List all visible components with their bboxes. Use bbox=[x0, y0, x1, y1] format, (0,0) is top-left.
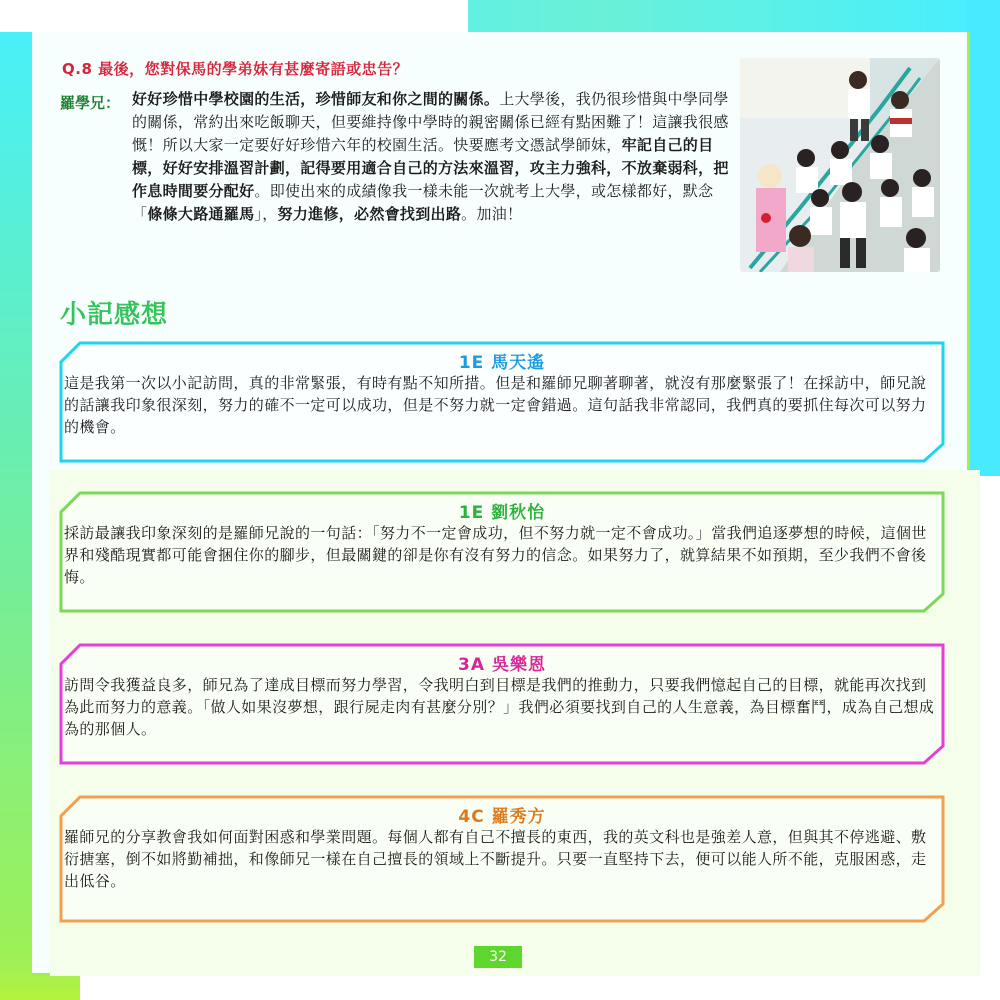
answer-part: 牢記自己的目標，好好安排溫習計劃，記得要用適合自己的方法來溫習，攻主力強科，不放棄弱科，把作息時間要分配好 bbox=[132, 136, 729, 200]
answer-part: 」， bbox=[254, 205, 278, 223]
answer-text bbox=[132, 88, 732, 226]
bottom-margin bbox=[0, 976, 1000, 1000]
answer-part: 。即使出來的成績像我一樣未能一次就考上大學，或怎樣都好，默念「 bbox=[132, 182, 714, 223]
card-author: 1E 馬天遙 bbox=[458, 353, 546, 373]
page-number: 32 bbox=[474, 946, 522, 968]
answer-part: 努力進修，必然會找到出路 bbox=[277, 205, 462, 223]
right-cyan-strip bbox=[966, 0, 1000, 476]
top-white-block bbox=[0, 0, 468, 32]
group-photo-illustration bbox=[740, 58, 940, 272]
reflection-card bbox=[58, 642, 946, 762]
left-gradient-strip bbox=[0, 0, 34, 1000]
card-text: 這是我第一次以小記訪問，真的非常緊張，有時有點不知所措。但是和羅師兄聊著聊著，就沒有那麼緊張了！在採訪中，師兄說的話讓我印象很深刻，努力的確不一定可以成功，但是不努力就一定會錯過。這句話我非常認同，我們真的要抓住每次可以努力的機會。 bbox=[64, 374, 927, 436]
answer-part: 上大學後，我仍很珍惜與中學同學的關係，常約出來吃飯聊天，但要維持像中學時的親密關係已經有點困難了！這讓我很感慨！所以大家一定要好好珍惜六年的校園生活。快要應考文憑試學師妹， bbox=[132, 90, 729, 154]
card-author: 4C 羅秀方 bbox=[458, 807, 546, 827]
reflection-card bbox=[58, 490, 946, 610]
card-text: 羅師兄的分享教會我如何面對困惑和學業問題。每個人都有自己不擅長的東西，我的英文科也是強差人意，但與其不停逃避、敷衍搪塞，倒不如將勤補拙，和像師兄一樣在自己擅長的領域上不斷提升。只要一直堅持下去，便可以能人所不能，克服困惑，走出低谷。 bbox=[64, 828, 927, 890]
reflection-card bbox=[58, 794, 946, 914]
card-text: 訪問令我獲益良多，師兄為了達成目標而努力學習，令我明白到目標是我們的推動力，只要我們憶起自己的目標，就能再次找到為此而努力的意義。「做人如果沒夢想，跟行屍走肉有甚麼分別？」我們必須要找到自己的人生意義，為目標奮鬥，成為自己想成為的那個人。 bbox=[64, 676, 935, 738]
answer-part: 條條大路通羅馬 bbox=[147, 205, 255, 223]
question-title: Q.8 最後，您對保馬的學弟妹有甚麼寄語或忠告？ bbox=[62, 60, 409, 78]
reflection-card bbox=[58, 340, 946, 460]
group-photo bbox=[740, 58, 940, 272]
answer-part: 。加油！ bbox=[461, 205, 523, 223]
card-text: 採訪最讓我印象深刻的是羅師兄說的一句話：「努力不一定會成功，但不努力就一定不會成功。」當我們追逐夢想的時候，這個世界和殘酷現實都可能會捆住你的腳步，但最關鍵的卻是你有沒有努力的信念。如果努力了，就算結果不如預期，至少我們不會後悔。 bbox=[64, 524, 927, 586]
answer-speaker: 羅學兄： bbox=[60, 94, 121, 112]
section-title: 小記感想 bbox=[60, 300, 169, 330]
answer-part: 好好珍惜中學校園的生活，珍惜師友和你之間的關係。 bbox=[132, 90, 500, 108]
card-author: 1E 劉秋怡 bbox=[458, 503, 546, 523]
card-author: 3A 吳樂恩 bbox=[458, 655, 546, 675]
